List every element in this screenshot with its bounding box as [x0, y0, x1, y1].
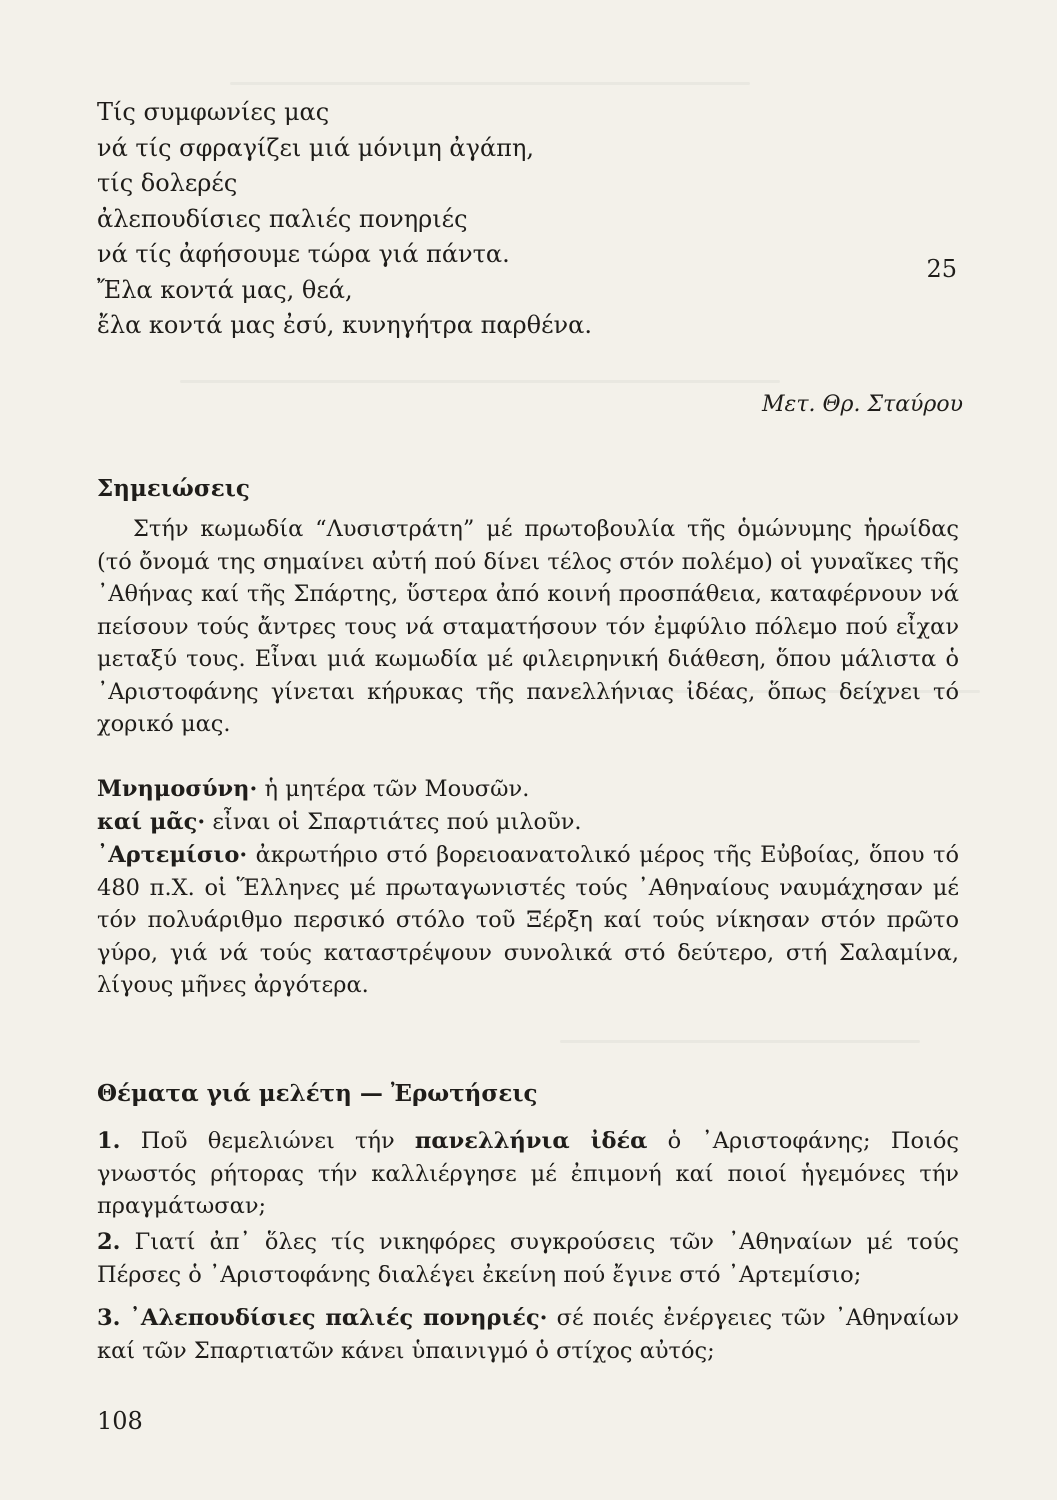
page-number: 108 — [97, 1407, 143, 1435]
bleed-through — [180, 380, 780, 383]
bleed-through — [230, 82, 750, 85]
question-emphasis: πανελλήνια ἰδέα — [414, 1128, 648, 1154]
note-text: εἶναι οἱ Σπαρτιάτες πού μιλοῦν. — [205, 809, 582, 835]
note-term: καί μᾶς· — [97, 809, 206, 835]
notes-intro-text: Στήν κωμωδία “Λυσιστράτη” μέ πρωτοβουλία τῆς ὁμώνυμης ἡρωίδας (τό ὄνομά της σημαίνει αὐτή πού δίνει τέλος στόν πολέμο) οἱ γυναῖκες τῆς ᾽Αθήνας καί τῆς Σπάρτης, ὕστερα ἀπό κοινή προσπάθεια, καταφέρνουν νά πείσουν τούς ἄντρες τους νά σταματήσουν τόν ἐμφύλιο πόλεμο πού εἶχαν μεταξύ τους. Εἶναι μιά κωμωδία μέ φιλειρηνική διάθεση, ὅπου μάλιστα ὁ ᾽Αριστοφάνης γίνεται κήρυκας τῆς πανελλήνιας ἰδέας, ὅπως δείχνει τό χορικό μας. — [97, 516, 959, 737]
question-number: 3. — [97, 1305, 121, 1331]
poem-excerpt — [97, 95, 957, 344]
poem-line: νά τίς ἀφήσουμε τώρα γιά πάντα. — [97, 240, 510, 268]
bleed-through — [560, 1040, 920, 1043]
question-item — [97, 1226, 959, 1291]
verse-line-number: 25 — [926, 255, 957, 283]
note-item — [97, 839, 959, 1002]
note-item — [97, 773, 959, 806]
question-text — [121, 1305, 130, 1331]
poem-line: Ἔλα κοντά μας, θεά, — [97, 275, 353, 304]
question-text: Ποῦ θεμελιώνει τήν — [120, 1128, 415, 1154]
poem-line: ἀλεπουδίσιες παλιές πονηριές — [97, 204, 468, 233]
note-text: ἀκρωτήριο στό βορειοανατολικό μέρος τῆς Εὐβοίας, ὅπου τό 480 π.Χ. οἱ Ἕλληνες μέ πρωταγωνιστές τούς ᾽Αθηναίους ναυμάχησαν μέ τόν πολυάριθμο περσικό στόλο τοῦ Ξέρξη καί τούς νίκησαν στόν πρῶτο γύρο, γιά νά τούς καταστρέψουν συνολικά στό δεύτερο, στή Σαλαμίνα, λίγους μῆνες ἀργότερα. — [97, 842, 959, 998]
poem-line: Τίς συμφωνίες μας — [97, 98, 330, 126]
note-text: ἡ μητέρα τῶν Μουσῶν. — [257, 776, 530, 802]
notes-intro-paragraph — [97, 513, 959, 741]
question-text: σέ ποιές ἐνέργειες τῶν ᾽Αθηναίων καί τῶν Σπαρτιατῶν κάνει ὑπαινιγμό ὁ στίχος αὐτός; — [97, 1305, 959, 1364]
poem-line: ἔλα κοντά μας ἐσύ, κυνηγήτρα παρθένα. — [97, 311, 592, 339]
question-text: Γιατί ἀπ᾽ ὅλες τίς νικηφόρες συγκρούσεις τῶν ᾽Αθηναίων μέ τούς Πέρσες ὁ ᾽Αριστοφάνης διαλέγει ἐκείνη πού ἔγινε στό ᾽Αρτεμίσιο; — [97, 1229, 959, 1288]
question-item — [97, 1302, 959, 1367]
question-text: ὁ ᾽Αριστοφάνης; Ποιός γνωστός ρήτορας τήν καλλιέργησε μέ ἐπιμονή καί ποιοί ἡγεμόνες τήν πραγμάτωσαν; — [97, 1128, 959, 1219]
poem-line: νά τίς σφραγίζει μιά μόνιμη ἀγάπη, — [97, 133, 534, 162]
question-emphasis: ᾽Αλεπουδίσιες παλιές πονηριές· — [129, 1305, 548, 1331]
note-term: ᾽Αρτεμίσιο· — [97, 842, 248, 868]
note-item — [97, 806, 959, 839]
translator-credit: Μετ. Θρ. Σταύρου — [762, 392, 963, 417]
question-number: 2. — [97, 1229, 121, 1255]
poem-line: τίς δολερές — [97, 169, 238, 197]
question-item — [97, 1125, 959, 1223]
notes-heading: Σημειώσεις — [97, 475, 250, 502]
question-number: 1. — [97, 1128, 121, 1154]
study-questions-heading: Θέματα γιά μελέτη — Ἐρωτήσεις — [97, 1080, 538, 1107]
note-term: Μνημοσύνη· — [97, 776, 258, 802]
